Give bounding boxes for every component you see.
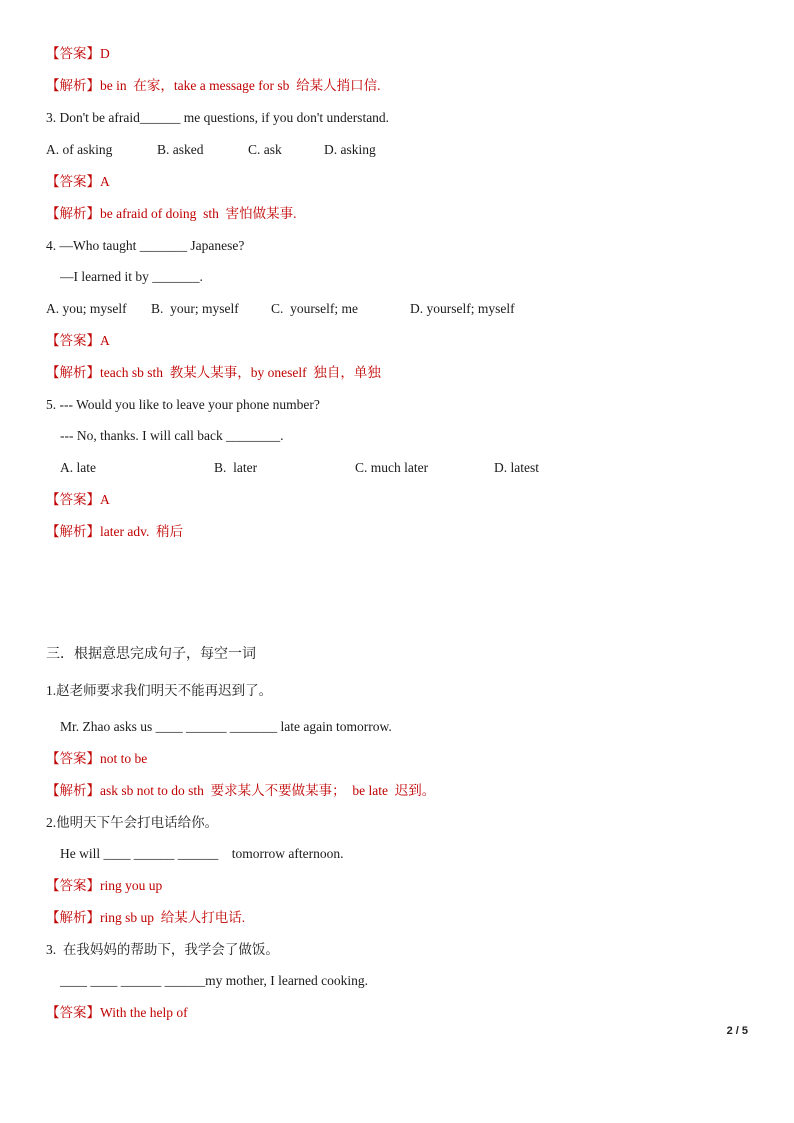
section-heading: 三．根据意思完成句子，每空一词 (46, 647, 256, 662)
question-3-sentence: ____ ____ ______ ______my mother, I learned cooking. (60, 973, 369, 988)
answer-label: 【答案】 (46, 174, 100, 189)
explanation-text: ring sb up 给某人打电话. (100, 910, 246, 925)
explanation-line (46, 77, 380, 95)
page-number: 2 / 5 (726, 1025, 748, 1037)
explanation-text: teach sb sth 教某人某事，by oneself 独自，单独 (100, 365, 381, 380)
option-b: B. asked (157, 142, 204, 157)
answer-line (46, 45, 110, 63)
answer-label: 【答案】 (46, 1005, 100, 1020)
explanation-label: 【解析】 (46, 910, 100, 925)
answer-text: A (100, 492, 110, 507)
answer-label: 【答案】 (46, 751, 100, 766)
answer-text: A (100, 333, 110, 348)
question-4-reply: —I learned it by _______. (60, 269, 203, 284)
question-3-cn: 3. 在我妈妈的帮助下，我学会了做饭。 (46, 942, 279, 957)
explanation-label: 【解析】 (46, 206, 100, 221)
option-c: C. yourself; me (271, 301, 358, 316)
question-4: 4. —Who taught _______ Japanese? (46, 238, 245, 253)
answer-line (46, 877, 162, 895)
question-1-sentence: Mr. Zhao asks us ____ ______ _______ late again tomorrow. (60, 719, 392, 734)
option-a: A. you; myself (46, 301, 127, 316)
option-c: C. much later (355, 460, 429, 475)
option-b: B. later (214, 460, 258, 475)
option-b: B. your; myself (151, 301, 239, 316)
question-2-sentence: He will ____ ______ ______ tomorrow afternoon. (60, 846, 344, 861)
answer-line (46, 1004, 188, 1022)
explanation-label: 【解析】 (46, 524, 100, 539)
explanation-text: be in 在家，take a message for sb 给某人捎口信. (100, 78, 381, 93)
answer-text: A (100, 174, 110, 189)
answer-label: 【答案】 (46, 333, 100, 348)
question-2: 2.他明天下午会打电话给你。 (46, 815, 219, 830)
option-c: C. ask (248, 142, 282, 157)
answer-label: 【答案】 (46, 878, 100, 893)
answer-text: ring you up (100, 878, 163, 893)
explanation-line (46, 782, 435, 800)
explanation-label: 【解析】 (46, 783, 100, 798)
explanation-label: 【解析】 (46, 365, 100, 380)
explanation-line (46, 523, 183, 541)
answer-line (46, 173, 110, 191)
option-d: D. latest (494, 460, 539, 475)
explanation-line (46, 364, 381, 382)
option-a: A. of asking (46, 142, 113, 157)
explanation-text: later adv. 稍后 (100, 524, 184, 539)
explanation-text: ask sb not to do sth 要求某人不要做某事； be late 迟到。 (100, 783, 436, 798)
explanation-text: be afraid of doing sth 害怕做某事. (100, 206, 297, 221)
question-5: 5. --- Would you like to leave your phone number? (46, 397, 320, 412)
answer-line (46, 491, 110, 509)
answer-text: not to be (100, 751, 148, 766)
question-1: 1.赵老师要求我们明天不能再迟到了。 (46, 683, 273, 698)
answer-text: With the help of (100, 1005, 188, 1020)
answer-label: 【答案】 (46, 46, 100, 61)
explanation-label: 【解析】 (46, 78, 100, 93)
explanation-line (46, 205, 296, 223)
answer-line (46, 332, 110, 350)
option-a: A. late (60, 460, 96, 475)
answer-line (46, 750, 147, 768)
option-d: D. yourself; myself (410, 301, 515, 316)
explanation-line (46, 909, 245, 927)
answer-text: D (100, 46, 110, 61)
question-5-reply: --- No, thanks. I will call back ________. (60, 428, 284, 443)
option-d: D. asking (324, 142, 376, 157)
answer-label: 【答案】 (46, 492, 100, 507)
question-3: 3. Don't be afraid______ me questions, if you don't understand. (46, 110, 390, 125)
